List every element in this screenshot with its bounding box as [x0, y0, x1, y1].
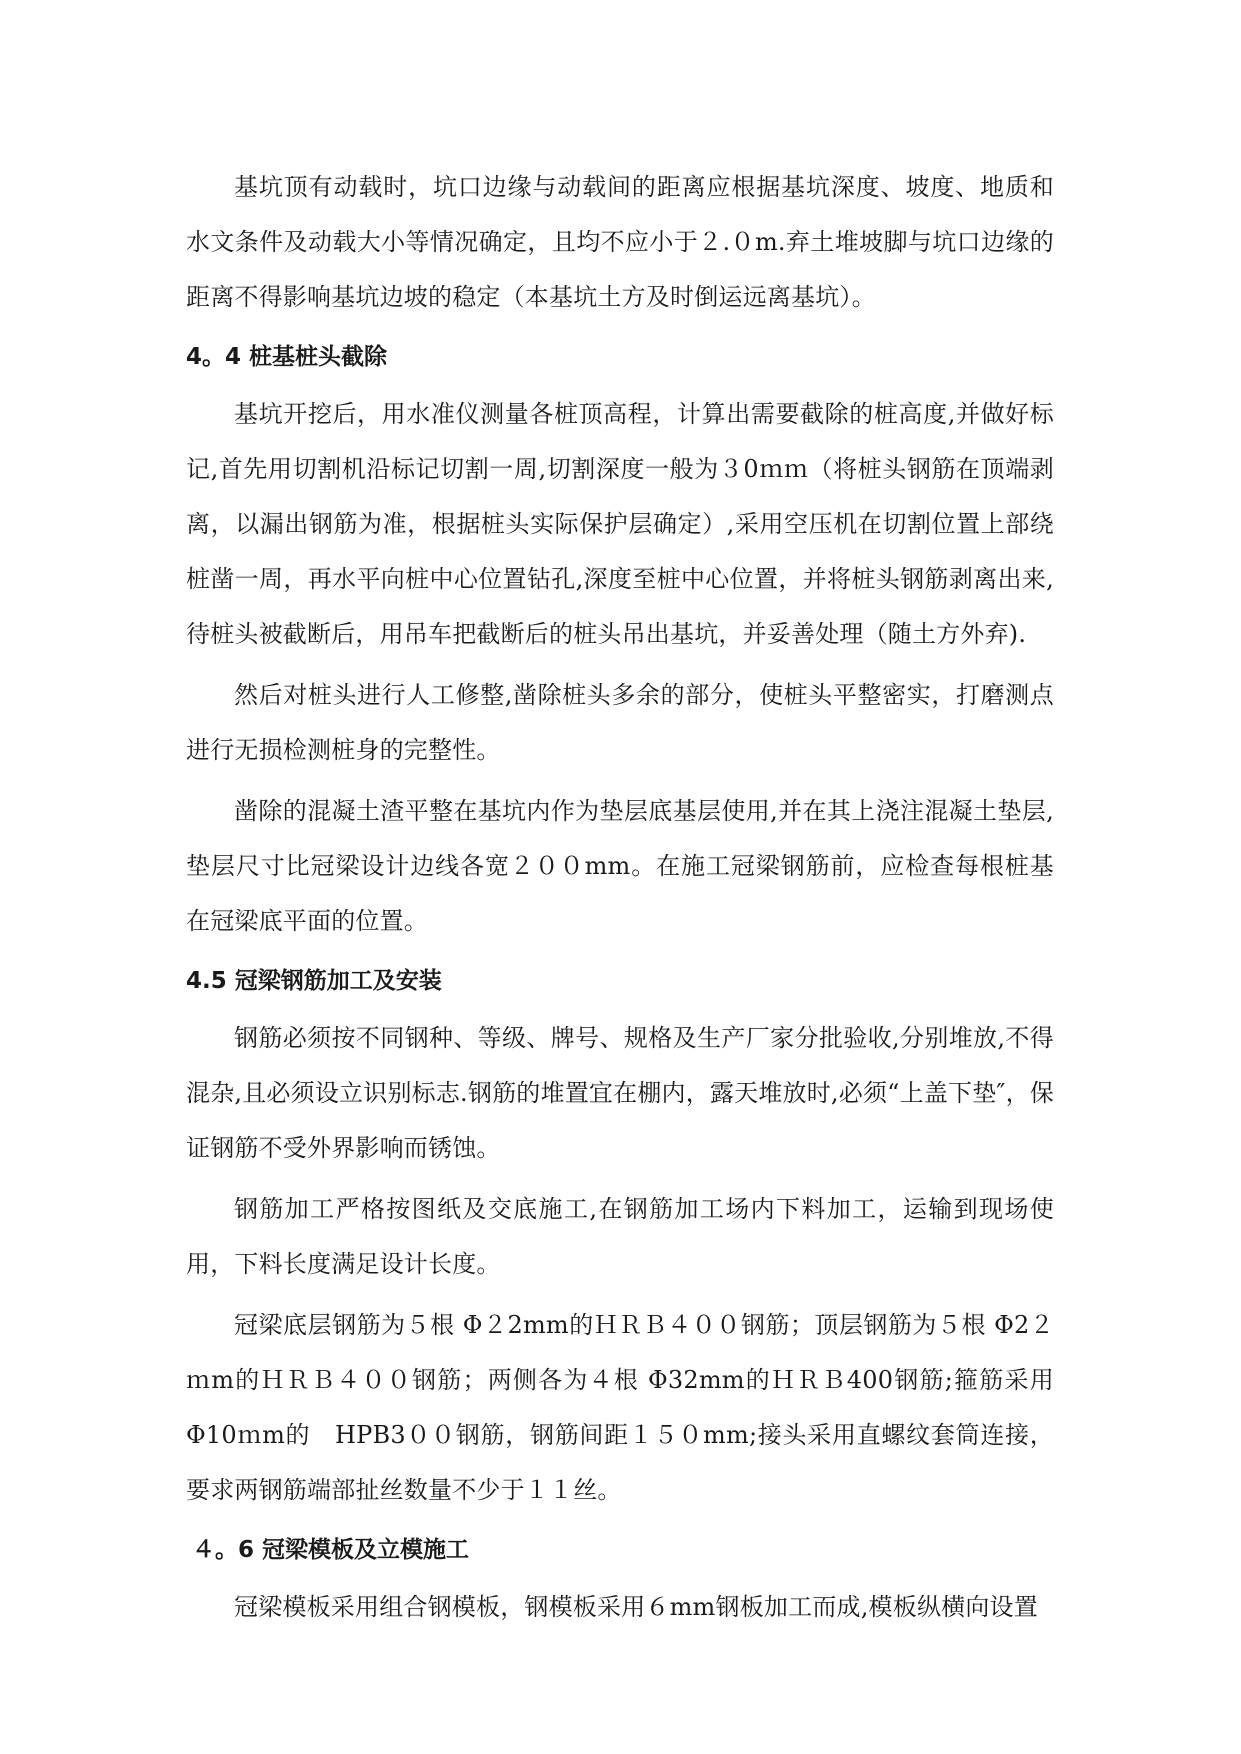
paragraph-rebar-acceptance: 钢筋必须按不同钢种、等级、牌号、规格及生产厂家分批验收,分别堆放,不得混杂,且必须设立识别标志.钢筋的堆置宜在棚内，露天堆放时,必须“上盖下垫″，保证钢筋不受外界影响而锈蚀。 [186, 1024, 1054, 1162]
paragraph-pile-head-trimming: 然后对桩头进行人工修整,凿除桩头多余的部分，使桩头平整密实，打磨测点进行无损检测桩身的完整性。 [186, 681, 1054, 764]
section-heading-4-5: 4.5 冠梁钢筋加工及安装 [186, 968, 442, 994]
section-heading-4-6: ４。6 冠梁模板及立模施工 [192, 1537, 470, 1563]
paragraph-dynamic-load-distance: 基坑顶有动载时，坑口边缘与动载间的距离应根据基坑深度、坡度、地质和水文条件及动载大小等情况确定，且均不应小于２.０m.弃土堆坡脚与坑口边缘的距离不得影响基坑边坡的稳定（本基坑土方及时倒运远离基坑）。 [186, 173, 1054, 311]
paragraph-rebar-specification: 冠梁底层钢筋为５根 Φ２2mm的ＨＲＢ４００钢筋；顶层钢筋为５根 Φ2２ｍm的ＨＲＢ４００钢筋；两侧各为４根 Φ32mm的ＨＲＢ400钢筋;箍筋采用 Φ10ｍm的 HPB3００钢筋，钢筋间距１５０mm;接头采用直螺纹套筒连接，要求两钢筋端部扯丝数量不少于１１丝。 [186, 1311, 1054, 1504]
paragraph-formwork: 冠梁模板采用组合钢模板，钢模板采用６mm钢板加工而成,模板纵横向设置 [234, 1593, 1038, 1621]
paragraph-rebar-processing: 钢筋加工严格按图纸及交底施工,在钢筋加工场内下料加工，运输到现场使用，下料长度满足设计长度。 [186, 1195, 1054, 1278]
document-page [186, 160, 1054, 1641]
paragraph-pile-head-cutting: 基坑开挖后，用水准仪测量各桩顶高程，计算出需要截除的桩高度,并做好标记,首先用切割机沿标记切割一周,切割深度一般为３0ｍｍ（将桩头钢筋在顶端剥离，以漏出钢筋为准，根据桩头实际保护层确定）,采用空压机在切割位置上部绕桩凿一周，再水平向桩中心位置钻孔,深度至桩中心位置，并将桩头钢筋剥离出来,待桩头被截断后，用吊车把截断后的桩头吊出基坑，并妥善处理（随土方外弃). [186, 400, 1054, 648]
paragraph-cushion-layer: 凿除的混凝土渣平整在基坑内作为垫层底基层使用,并在其上浇注混凝土垫层,垫层尺寸比冠梁设计边线各宽２００mm。在施工冠梁钢筋前，应检查每根桩基在冠梁底平面的位置。 [186, 797, 1054, 935]
section-heading-4-4: 4。4 桩基桩头截除 [186, 344, 388, 370]
